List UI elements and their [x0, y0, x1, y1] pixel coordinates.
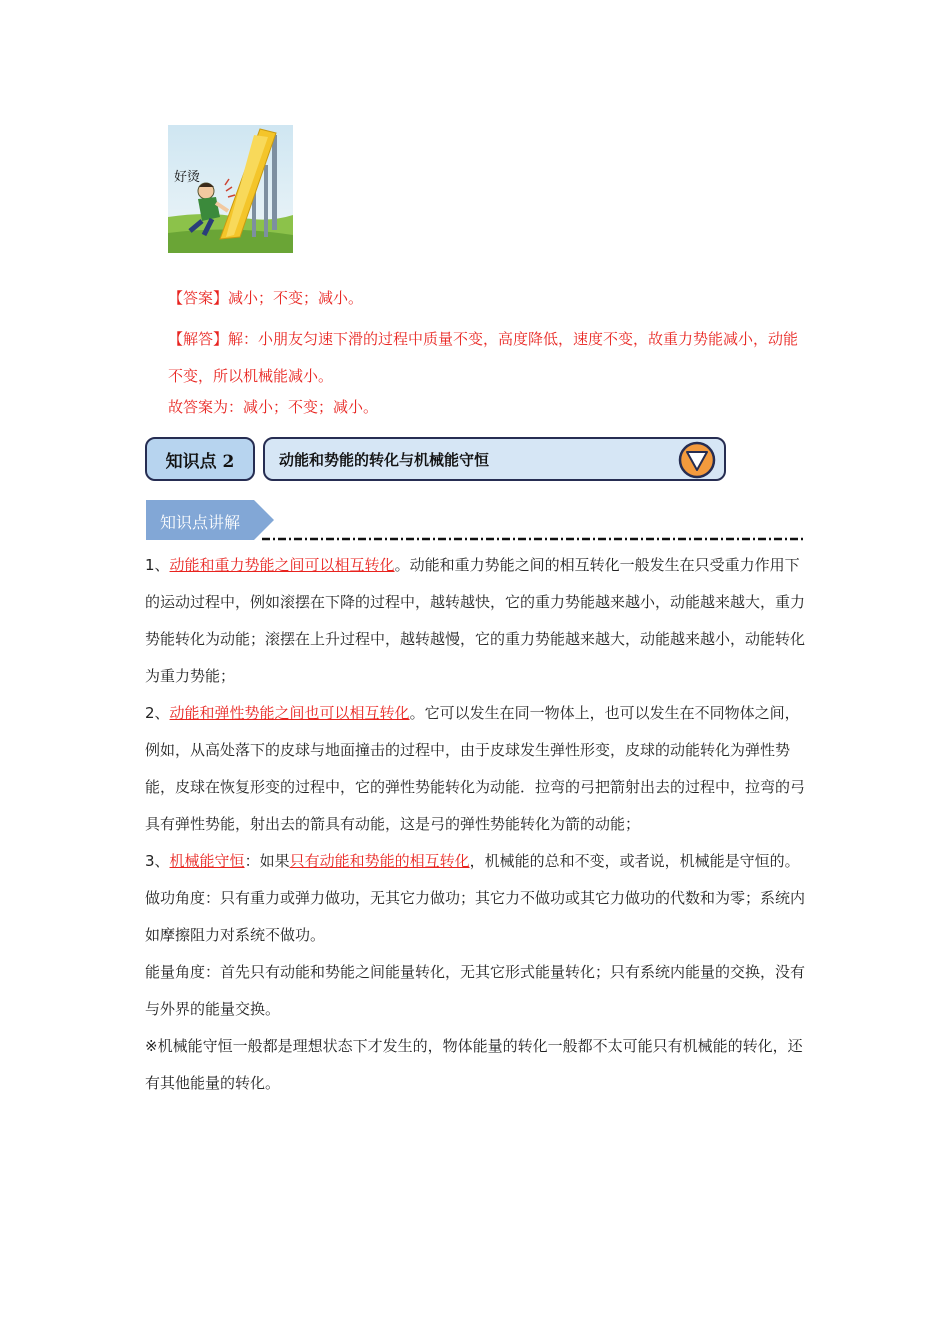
analysis — [168, 321, 813, 395]
knowledge-point-header — [263, 437, 726, 481]
highlight-1: 动能和重力势能之间可以相互转化 — [169, 556, 395, 574]
paragraph-1: 1、动能和重力势能之间可以相互转化。动能和重力势能之间的相互转化一般发生在只受重力作用下的运动过程中，例如滚摆在下降的过程中，越转越快，它的重力势能越来越小，动能越来越大，重力势能转化为动能；滚摆在上升过程中，越转越慢，它的重力势能越来越大，动能越来越小，动能转化为重力势能； — [145, 556, 806, 685]
final-answer: 故答案为：减小；不变；减小。 — [168, 398, 379, 416]
highlight-3a: 机械能守恒 — [169, 852, 245, 870]
analysis-text: 解：小朋友匀速下滑的过程中质量不变，高度降低，速度不变，故重力势能减小，动能不变，所以机械能减小。 — [168, 330, 799, 385]
lecture-content — [145, 547, 807, 1102]
analysis-label: 【解答】 — [168, 330, 229, 348]
paragraph-3: 3、机械能守恒：如果只有动能和势能的相互转化，机械能的总和不变，或者说，机械能是守恒的。 — [145, 852, 800, 870]
paragraph-4: 做功角度：只有重力或弹力做功，无其它力做功；其它力不做功或其它力做功的代数和为零；系统内如摩擦阻力对系统不做功。 — [145, 889, 806, 944]
answer — [168, 287, 363, 309]
answer-label: 【答案】 — [168, 289, 229, 307]
knowledge-point-title: 动能和势能的转化与机械能守恒 — [279, 450, 490, 469]
answer-text: 减小；不变；减小。 — [228, 289, 364, 307]
paragraph-2: 2、动能和弹性势能之间也可以相互转化。它可以发生在同一物体上，也可以发生在不同物体之间，例如，从高处落下的皮球与地面撞击的过程中，由于皮球发生弹性形变，皮球的动能转化为弹性势能，皮球在恢复形变的过程中，它的弹性势能转化为动能．拉弯的弓把箭射出去的过程中，拉弯的弓具有弹性势能，射出去的箭具有动能，这是弓的弹性势能转化为箭的动能； — [145, 704, 806, 833]
paragraph-6: ※机械能守恒一般都是理想状态下才发生的，物体能量的转化一般都不太可能只有机械能的转化，还有其他能量的转化。 — [145, 1037, 803, 1092]
highlight-2: 动能和弹性势能之间也可以相互转化 — [169, 704, 410, 722]
knowledge-point-badge: 知识点 2 — [145, 437, 255, 481]
illustration-caption: 好烫 — [174, 170, 201, 185]
highlight-3b: 只有动能和势能的相互转化 — [289, 852, 470, 870]
section-divider — [262, 537, 806, 541]
paragraph-5: 能量角度：首先只有动能和势能之间能量转化，无其它形式能量转化；只有系统内能量的交换，没有与外界的能量交换。 — [145, 963, 806, 1018]
lecture-tab — [146, 500, 276, 540]
triangle-down-icon — [678, 441, 716, 479]
lecture-tab-label: 知识点讲解 — [160, 513, 241, 532]
slide-illustration — [168, 125, 293, 253]
